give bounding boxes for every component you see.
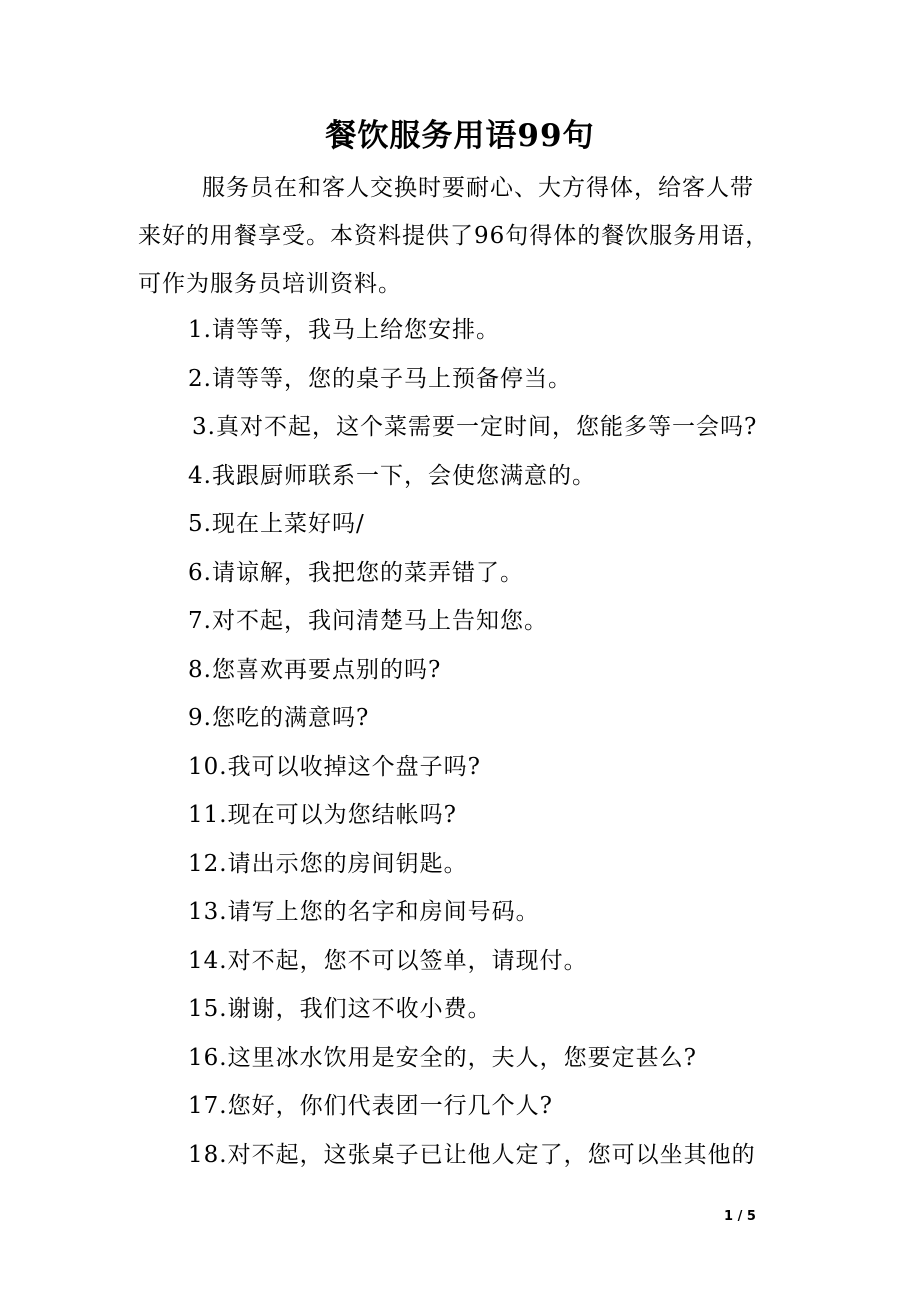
list-item: 4.我跟厨师联系一下，会使您满意的。 bbox=[188, 462, 596, 489]
page-number: 1 / 5 bbox=[724, 1209, 756, 1224]
list-item: 9.您吃的满意吗? bbox=[188, 705, 370, 731]
phrase-list bbox=[188, 306, 828, 1179]
intro-line: 来好的用餐享受。本资料提供了96句得体的餐饮服务用语， bbox=[138, 223, 770, 249]
intro-paragraph bbox=[138, 164, 798, 308]
list-item: 1.请等等，我马上给您安排。 bbox=[188, 317, 500, 343]
list-item: 5.现在上菜好吗/ bbox=[188, 511, 365, 537]
list-item: 6.请谅解，我把您的菜弄错了。 bbox=[188, 559, 524, 586]
list-item: 18.对不起，这张桌子已让他人定了，您可以坐其他的 bbox=[188, 1141, 756, 1168]
list-item: 10.我可以收掉这个盘子吗? bbox=[188, 753, 481, 780]
list-item: 17.您好，你们代表团一行几个人? bbox=[188, 1093, 553, 1119]
list-item: 12.请出示您的房间钥匙。 bbox=[188, 850, 468, 877]
list-item: 14.对不起，您不可以签单，请现付。 bbox=[188, 947, 588, 974]
intro-line: 可作为服务员培训资料。 bbox=[138, 271, 402, 297]
list-item: 15.谢谢，我们这不收小费。 bbox=[188, 996, 492, 1022]
list-item: 8.您喜欢再要点别的吗? bbox=[188, 656, 442, 683]
list-item: 13.请写上您的名字和房间号码。 bbox=[188, 899, 540, 925]
list-item: 3.真对不起，这个菜需要一定时间，您能多等一会吗? bbox=[192, 414, 758, 440]
list-item: 7.对不起，我问清楚马上告知您。 bbox=[188, 608, 548, 634]
intro-line: 服务员在和客人交换时要耐心、大方得体，给客人带 bbox=[202, 175, 754, 201]
list-item: 11.现在可以为您结帐吗? bbox=[188, 802, 457, 828]
list-item: 2.请等等，您的桌子马上预备停当。 bbox=[188, 365, 572, 392]
list-item: 16.这里冰水饮用是安全的，夫人，您要定甚么? bbox=[188, 1044, 697, 1071]
document-title: 餐饮服务用语99句 bbox=[325, 118, 595, 154]
